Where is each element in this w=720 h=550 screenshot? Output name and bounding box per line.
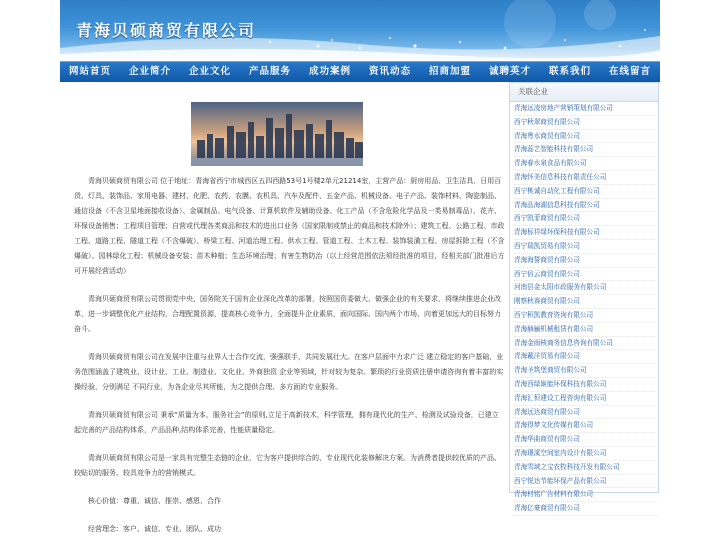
related-company-link[interactable]: 青海标祥绿环保科技有限公司 [514,226,658,240]
article-paragraph: 青海贝硕商贸有限公司 位于地址：青海省西宁市城西区五四西路53号1号楼2单元21214室，主营产品：厨房用品、卫生洁具、日用百货、灯具、装饰品、家用电器、建材、化肥、农药、农膜、农机具、汽车及配件、五金产品、机械设备、电子产品、装饰材料、陶瓷制品、通信设备（不含卫星地面接收设备）、金属制品、电气设备、计算机软件及辅助设备、化工产品（不含危险化学品及一类易制毒品）、花卉、环保设备销售；工程项目管理；自营或代理各类商品和技术的进出口业务（国家限制或禁止的商品和技术除外）；建筑工程、公路工程、市政工程、道路工程、隧道工程（不含爆破）、桥梁工程、河道治理工程、供水工程、管道工程、土木工程、装饰装潢工程、房屋拆除工程（不含爆破）、园林绿化工程；机械设备安装；苗木种植；生态环境治理；有害生物防治（以上经营范围依法须经批准的项目，经相关部门批准后方可开展经营活动） [74,177,505,275]
related-company-link[interactable]: 青海璟溪空间室内设计有限公司 [514,447,658,461]
nav-news[interactable]: 资讯动态 [368,66,411,77]
core-values: 核心价值：尊重、诚信、推崇、感恩、合作 [88,497,221,505]
article-paragraph: 青海贝硕商贸有限公司是一家具有完整生态链的企业，它为客户提供综合的、专业现代化装修解决方案。为消费者提供较优质的产品、较贴切的服务、较具竞争力的营销模式。 [74,454,501,477]
related-company-link[interactable]: 西宁瑞凯贸易有限公司 [514,240,658,254]
related-company-link[interactable]: 青海戴洋贸易有限公司 [514,350,658,364]
related-company-link[interactable]: 青海得梦文化传媒有限公司 [514,419,658,433]
article-paragraph: 青海贝硕商贸有限公司 秉承“质量为本，服务社会”的原则,立足于高新技术，科学管理，拥有现代化的生产、检测及试验设备，已建立起完善的产品结构体系，产品品种,结构体系完善，性能质量稳定。 [74,411,499,434]
article-paragraph: 青海贝硕商贸有限公司在发展中注重与业界人士合作交流，强强联手，共同发展壮大。在客户层面中力求广泛 建立稳定的客户基础，业务范围涵盖了建筑业、设计业、工业、制造业、文化业、外商独资 企业等领域，针对较为复杂、繁琐的行业资质注册申请咨询有着丰富的实操经验，分别满足 不同行业，为各企业尽其所能，为之提供合理、多方面的专业服务。 [74,353,504,391]
hero-image [191,102,363,166]
main-nav [60,61,660,82]
related-company-link[interactable]: 青海雪域之宝农牧科技开发有限公司 [514,461,658,475]
related-company-link[interactable]: 青海西绿姬能环保科技有限公司 [514,378,658,392]
business-philosophy: 经营理念：客户、诚信、专业、团队、成功 [88,525,221,533]
related-company-link[interactable]: 青海亿豪商贸有限公司 [514,502,658,516]
related-companies-list [510,102,658,516]
related-company-link[interactable]: 青海远凌房地产营销策划有限公司 [514,102,658,116]
related-company-link[interactable]: 青海圣筑堡商贸有限公司 [514,364,658,378]
related-company-link[interactable]: 青海怀美信息科技有限责任公司 [514,171,658,185]
related-company-link[interactable]: 西宁桃诚自动化工程有限公司 [514,185,658,199]
related-company-link[interactable]: 青海远达商贸有限公司 [514,406,658,420]
related-company-link[interactable]: 西宁倍云商贸有限公司 [514,268,658,282]
nav-about[interactable]: 企业简介 [128,66,171,77]
nav-jobs[interactable]: 诚聘英才 [488,66,531,77]
nav-cases[interactable]: 成功案例 [308,66,351,77]
header-banner [60,0,660,61]
nav-culture[interactable]: 企业文化 [188,66,231,77]
related-company-link[interactable]: 刚察秋赛商贸有限公司 [514,295,658,309]
related-company-link[interactable]: 西宁悦达节能环保产品有限公司 [514,475,658,489]
related-companies-title: 关联企业 [510,83,658,102]
related-company-link[interactable]: 青海品海湖信息科技有限公司 [514,199,658,213]
page [60,0,660,533]
site-title[interactable]: 青海贝硕商贸有限公司 [76,21,257,40]
nav-products[interactable]: 产品服务 [248,66,291,77]
related-company-link[interactable]: 青海春水泉食品有限公司 [514,157,658,171]
company-article [74,174,505,550]
related-company-link[interactable]: 青海海誓商贸有限公司 [514,254,658,268]
nav-franchise[interactable]: 招商加盟 [428,66,471,77]
related-companies-panel [509,82,659,513]
related-company-link[interactable]: 青海材铭广告材料有限公司 [514,488,658,502]
city-skyline-image [191,102,363,166]
related-company-link[interactable]: 青海金雨核商务信息咨询有限公司 [514,337,658,351]
related-company-link[interactable]: 青海华曲商贸有限公司 [514,433,658,447]
related-company-link[interactable]: 河南县金太阳市政服务有限公司 [514,281,658,295]
related-company-link[interactable]: 青海蕊艺智能科技有限公司 [514,143,658,157]
nav-home[interactable]: 网站首页 [68,66,111,77]
nav-message[interactable]: 在线留言 [608,66,651,77]
related-company-link[interactable]: 西宁凯菲商贸有限公司 [514,212,658,226]
related-company-link[interactable]: 青海赫骊机械租赁有限公司 [514,323,658,337]
related-company-link[interactable]: 西宁积凯教育咨询有限公司 [514,309,658,323]
nav-contact[interactable]: 联系我们 [548,66,591,77]
related-company-link[interactable]: 西宁秋翠商贸有限公司 [514,116,658,130]
related-company-link[interactable]: 青海粤水商贸有限公司 [514,130,658,144]
related-company-link[interactable]: 青海汇恒建设工程咨询有限公司 [514,392,658,406]
article-paragraph: 青海贝硕商贸有限公司贯彻党中央、国务院关于国有企业深化改革的部署，按照国资委做大、做强企业的有关要求，将继续推进企业改革，进一步调整优化产业结构，合理配置资源，提高核心竞争力，全面提升企业素质，面向国际、国内两个市场，向着更加远大的目标努力奋斗。 [74,295,501,333]
